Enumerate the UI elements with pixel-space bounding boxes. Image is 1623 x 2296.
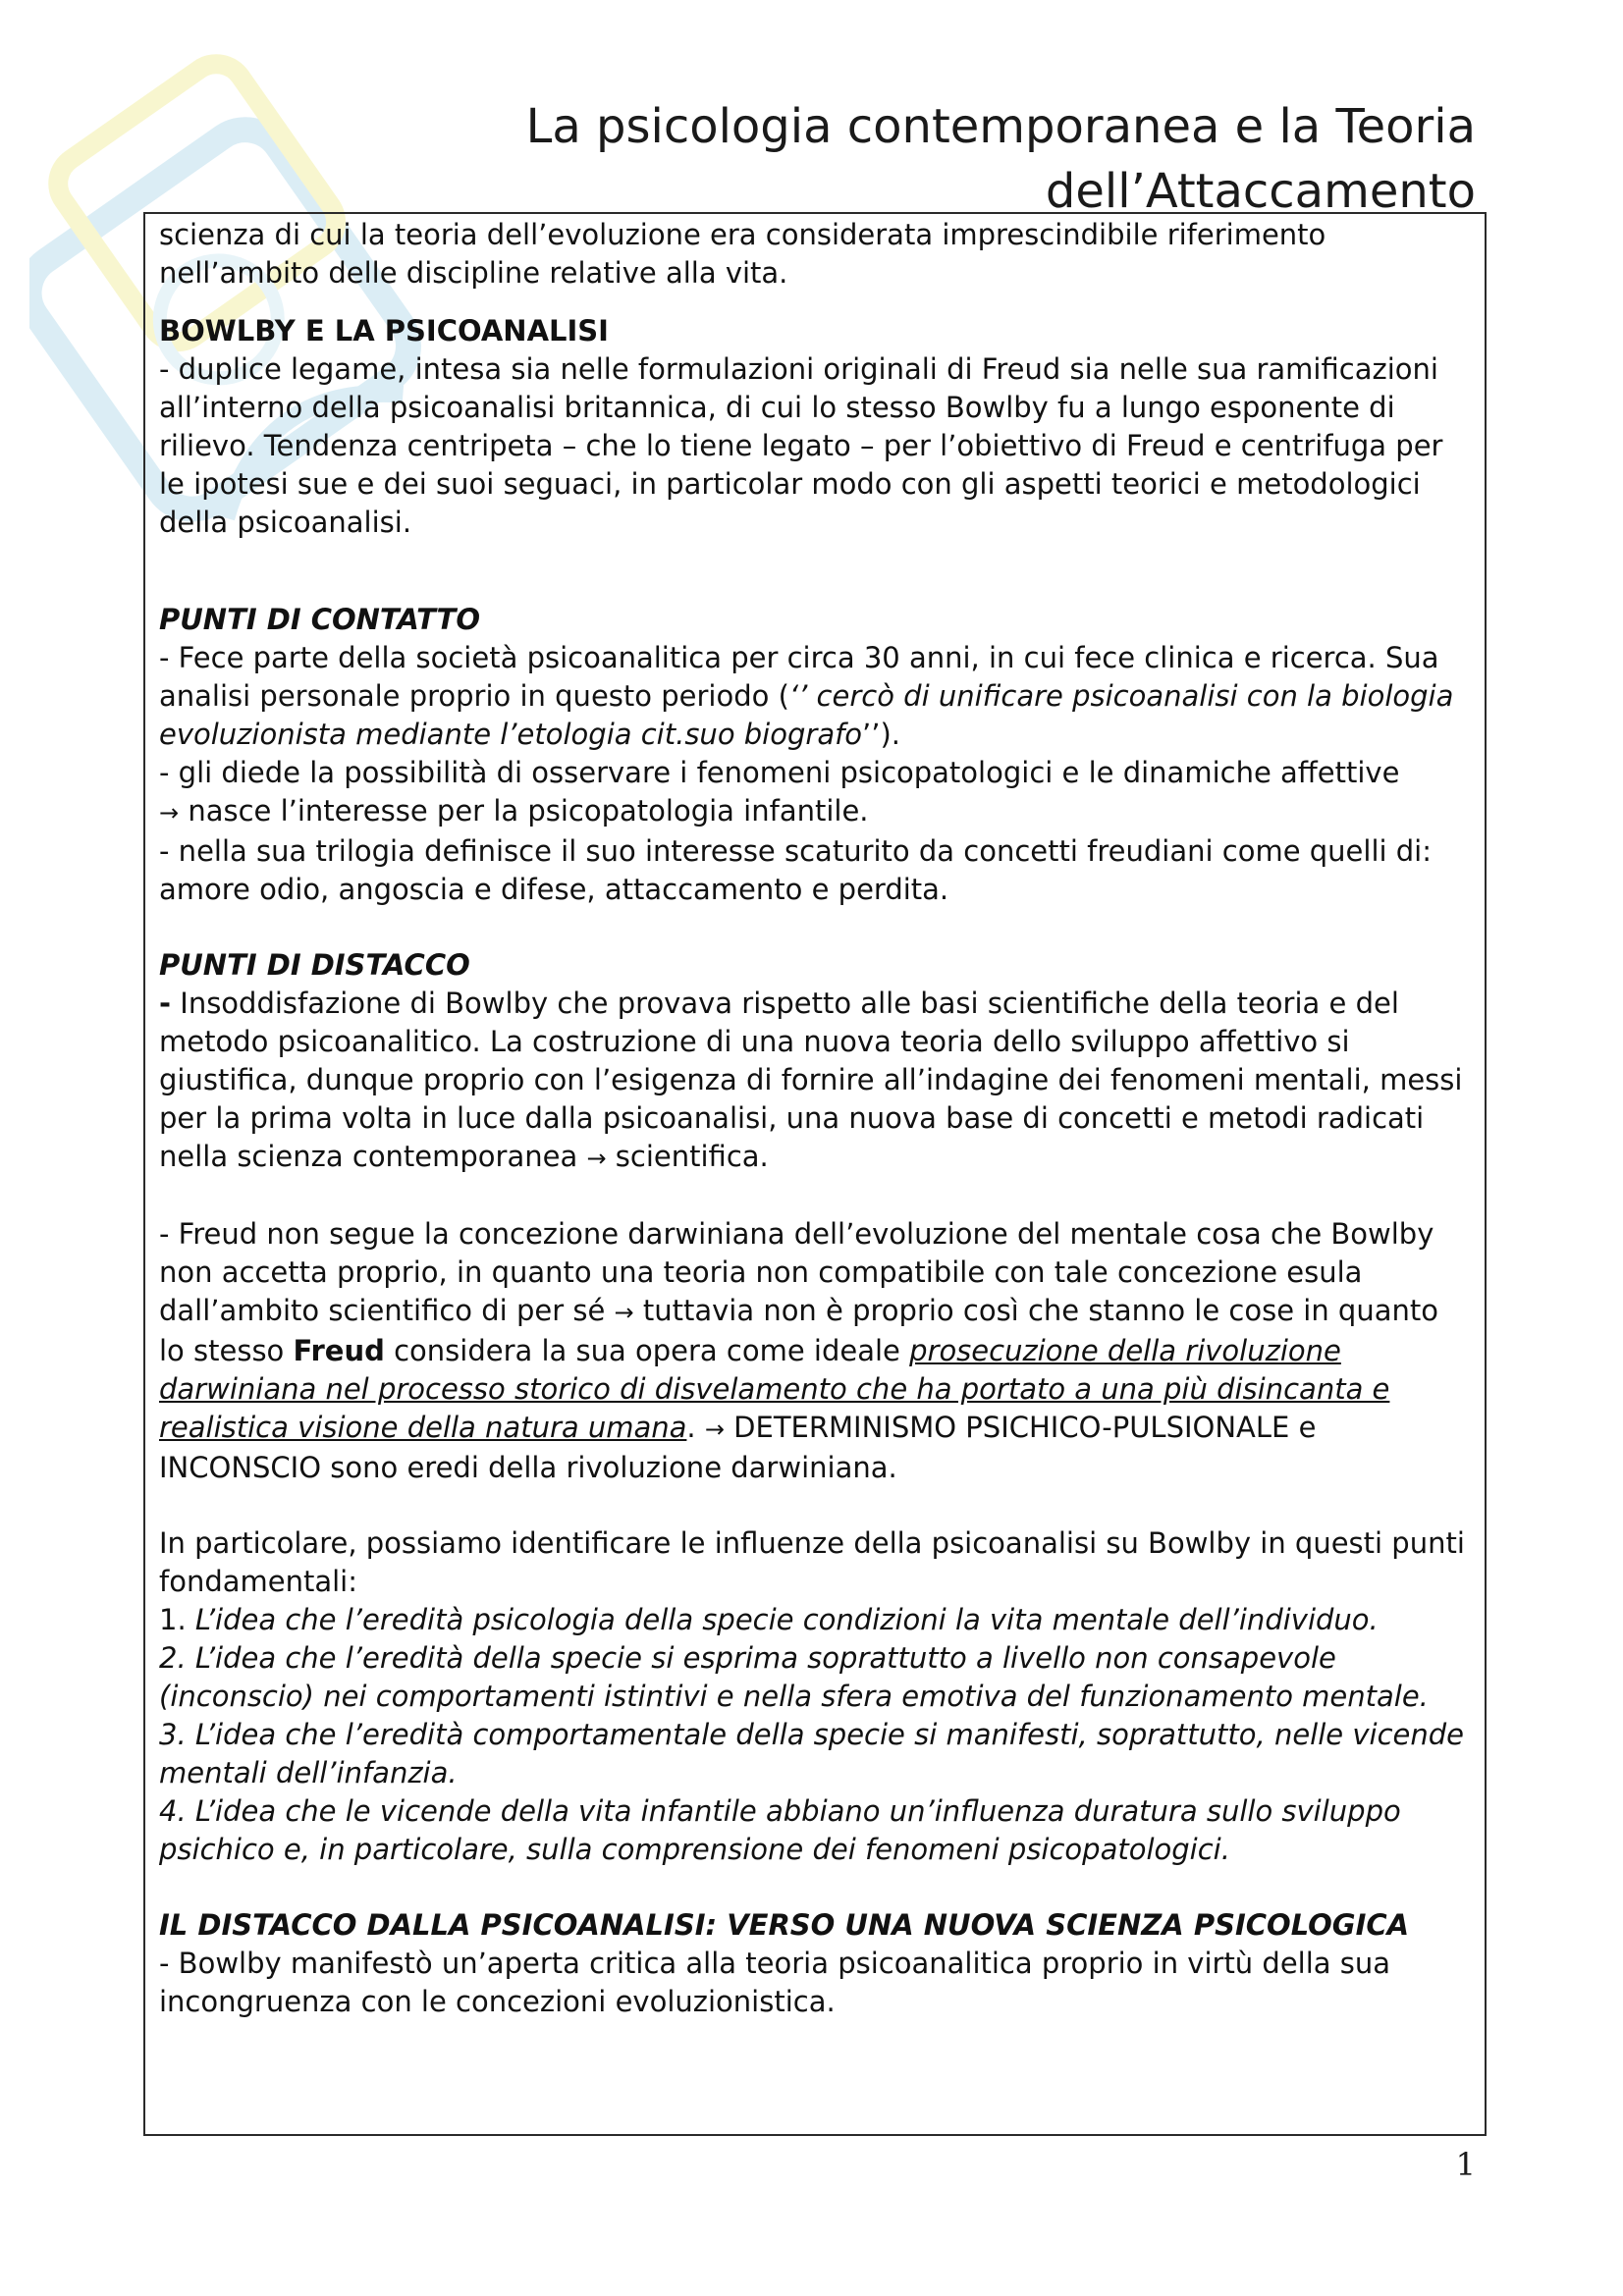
paragraph-bowlby: - duplice legame, intesa sia nelle formulazioni originali di Freud sia nelle sua ramificazioni all’interno della psicoanalisi britannica, di cui lo stesso Bowlby fu a lungo esponente di rilievo. Tendenza centripeta – che lo tiene legato – per l’obiettivo di Freud e centrifuga per le ipotesi sue e dei suoi seguaci, in particolar modo con gli aspetti teorici e metodologici della psicoanalisi. xyxy=(159,352,1443,539)
heading-distacco-psicoanalisi: IL DISTACCO DALLA PSICOANALISI: VERSO UNA NUOVA SCIENZA PSICOLOGICA xyxy=(159,1908,1410,1942)
list-item: 3. L’idea che l’eredità comportamentale della specie si manifesti, soprattutto, nelle vicende mentali dell’infanzia. xyxy=(159,1718,1464,1789)
paragraph-distacco-1: - Insoddisfazione di Bowlby che provava rispetto alle basi scientifiche della teoria e del metodo psicoanalitico. La costruzione di una nuova teoria dello sviluppo affettivo si giustifica, dunque proprio con l’esigenza di fornire all’indagine dei fenomeni mentali, messi per la prima volta in luce dalla psicoanalisi, una nuova base di concetti e metodi radicati nella scienza contemporanea → scientifica. xyxy=(159,987,1463,1173)
title-line-1: La psicologia contemporanea e la Teoria xyxy=(525,99,1476,154)
intro-paragraph: scienza di cui la teoria dell’evoluzione era considerata imprescindibile riferimento nell’ambito delle discipline relative alla vita. xyxy=(159,218,1326,290)
paragraph-critica: - Bowlby manifestò un’aperta critica alla teoria psicoanalitica proprio in virtù della sua incongruenza con le concezioni evoluzionistica. xyxy=(159,1947,1391,2018)
arrow-right-icon: → xyxy=(159,799,180,827)
underlined-quote: prosecuzione della rivoluzione darwiniana nel processo storico di disvelamento che ha portato a una più disincanta e realistica visione della natura umana xyxy=(159,1334,1390,1444)
document-title xyxy=(396,94,1476,224)
page-number: 1 xyxy=(1455,2146,1476,2183)
content-box xyxy=(143,212,1487,2136)
paragraph-distacco-2: - Freud non segue la concezione darwiniana dell’evoluzione del mentale cosa che Bowlby non accetta proprio, in quanto una teoria non compatibile con tale concezione esula dall’ambito scientifico di per sé → tuttavia non è proprio così che stanno le cose in quanto lo stesso Freud considera la sua opera come ideale prosecuzione della rivoluzione darwiniana nel processo storico di disvelamento che ha portato a una più disincanta e realistica visione della natura umana. → DETERMINISMO PSICHICO-PULSIONALE e INCONSCIO sono eredi della rivoluzione darwiniana. xyxy=(159,1217,1438,1484)
arrow-right-icon: → xyxy=(586,1145,607,1172)
arrow-right-icon: → xyxy=(614,1299,634,1326)
freud-bold: Freud xyxy=(293,1334,385,1367)
heading-bowlby-psicoanalisi: BOWLBY E LA PSICOANALISI xyxy=(159,314,609,347)
paragraph-contatto-2: - gli diede la possibilità di osservare i fenomeni psicopatologici e le dinamiche affettive → nasce l’interesse per la psicopatologia infantile. xyxy=(159,756,1400,828)
list-item: 4. L’idea che le vicende della vita infantile abbiano un’influenza duratura sullo sviluppo psichico e, in particolare, sulla comprensione dei fenomeni psicopatologici. xyxy=(159,1794,1401,1866)
paragraph-contatto-3: - nella sua trilogia definisce il suo interesse scaturito da concetti freudiani come quelli di: amore odio, angoscia e difese, attaccamento e perdita. xyxy=(159,834,1433,906)
heading-punti-contatto: PUNTI DI CONTATTO xyxy=(159,603,480,636)
heading-punti-distacco: PUNTI DI DISTACCO xyxy=(159,948,470,982)
paragraph-contatto-1: - Fece parte della società psicoanalitica per circa 30 anni, in cui fece clinica e ricerca. Sua analisi personale proprio in questo periodo (‘’ cercò di unificare psicoanalisi con la biologia evoluzionista mediante l’etologia cit.suo biografo’’). xyxy=(159,641,1454,751)
list-item: 2. L’idea che l’eredità della specie si esprima soprattutto a livello non consapevole (inconscio) nei comportamenti istintivi e nella sfera emotiva del funzionamento mentale. xyxy=(159,1641,1429,1713)
list-item: 1. L’idea che l’eredità psicologia della specie condizioni la vita mentale dell’individuo. xyxy=(159,1603,1379,1636)
arrow-right-icon: → xyxy=(704,1415,725,1443)
biographer-quote: ‘’ cercò di unificare psicoanalisi con la biologia evoluzionista mediante l’etologia cit.suo biografo xyxy=(159,679,1454,751)
paragraph-influenze-intro: In particolare, possiamo identificare le influenze della psicoanalisi su Bowlby in questi punti fondamentali: xyxy=(159,1526,1465,1598)
title-line-2: dell’Attaccamento xyxy=(1045,164,1476,219)
